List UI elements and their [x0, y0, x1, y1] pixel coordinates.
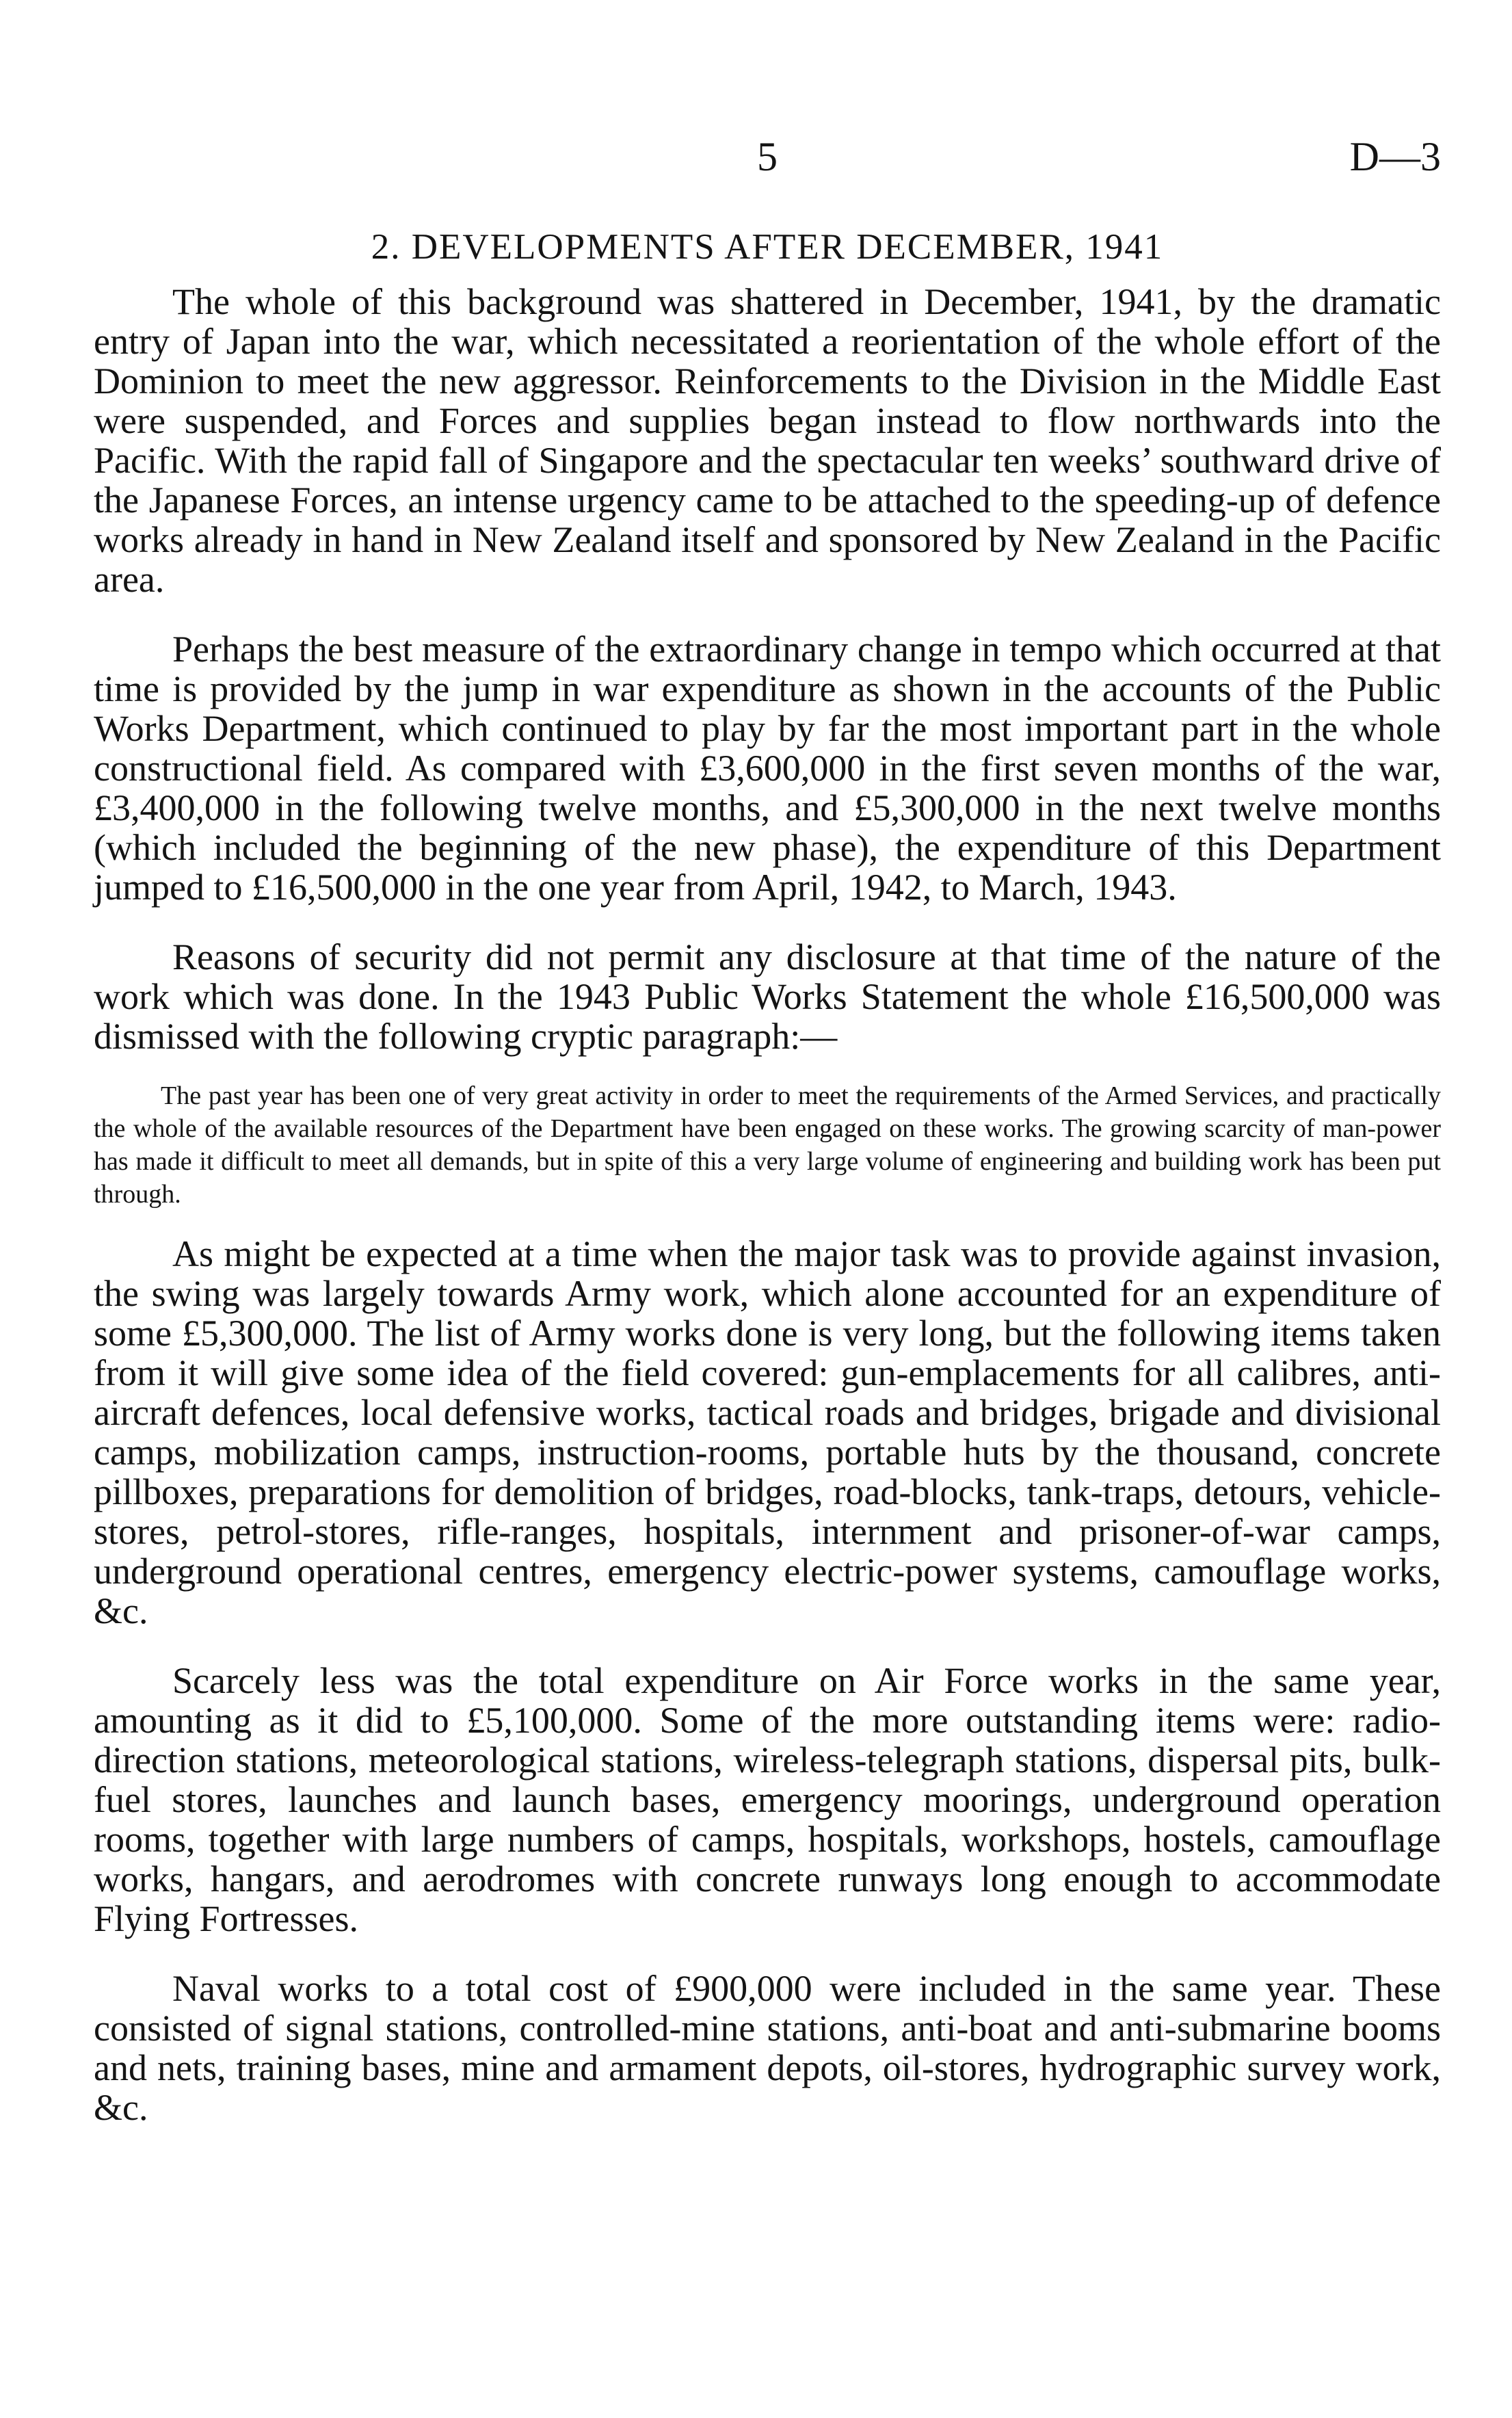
page-header — [94, 133, 1441, 195]
paragraph-naval-works: Naval works to a total cost of £900,000 were included in the same year. These consisted of signal stations, controlled-mine stations, anti-boat and anti-submarine booms and nets, training bases, mine and armament depots, oil-stores, hydrographic survey work, &c. — [94, 1968, 1441, 2129]
page-number: 5 — [757, 134, 778, 179]
paragraph-security: Reasons of security did not permit any disclosure at that time of the nature of the work which was done. In the 1943 Public Works Statement the whole £16,500,000 was dismissed with the following cryptic paragraph:— — [94, 936, 1441, 1057]
paragraph-expenditure-tempo: Perhaps the best measure of the extraordinary change in tempo which occurred at that time is provided by the jump in war expenditure as shown in the accounts of the Public Works Department, which continued to play by far the most important part in the whole constructional field. As compared with £3,600,000 in the first seven months of the war, £3,400,000 in the following twelve months, and £5,300,000 in the next twelve months (which included the beginning of the new phase), the expenditure of this Department jumped to £16,500,000 in the one year from April, 1942, to March, 1943. — [94, 629, 1441, 908]
document-reference: D—3 — [1349, 134, 1441, 179]
quoted-statement: The past year has been one of very great activity in order to meet the requirements of the Armed Services, and practically the whole of the available resources of the Department have been engaged on these works. The growing scarcity of man-power has made it difficult to meet all demands, but in spite of this a very large volume of engineering and building work has been put through. — [94, 1081, 1441, 1209]
paragraph-army-works: As might be expected at a time when the major task was to provide against invasion, the swing was largely towards Army work, which alone accounted for an expenditure of some £5,300,000. The list of Army works done is very long, but the following items taken from it will give some idea of the field covered: gun-emplacements for all calibres, anti-aircraft defences, local defensive works, tactical roads and bridges, brigade and divisional camps, mobilization camps, instruction-rooms, portable huts by the thousand, concrete pillboxes, preparations for demolition of bridges, road-blocks, tank-traps, detours, vehicle-stores, petrol-stores, rifle-ranges, hospitals, internment and prisoner-of-war camps, underground operational centres, emergency electric-power systems, camouflage works, &c. — [94, 1233, 1441, 1632]
section-title: 2. DEVELOPMENTS AFTER DECEMBER, 1941 — [371, 227, 1164, 267]
document-page — [94, 133, 1441, 2157]
paragraph-japan-entry: The whole of this background was shattered in December, 1941, by the dramatic entry of Japan into the war, which necessitated a reorientation of the whole effort of the Dominion to meet the new aggressor. Reinforcements to the Division in the Middle East were suspended, and Forces and supplies began instead to flow northwards into the Pacific. With the rapid fall of Singapore and the spectacular ten weeks’ southward drive of the Japanese Forces, an intense urgency came to be attached to the speeding-up of defence works already in hand in New Zealand itself and sponsored by New Zealand in the Pacific area. — [94, 281, 1441, 601]
paragraph-air-force-works: Scarcely less was the total expenditure on Air Force works in the same year, amounting as it did to £5,100,000. Some of the more outstanding items were: radio-direction stations, meteorological stations, wireless-telegraph stations, dispersal pits, bulk-fuel stores, launches and launch bases, emergency moorings, underground operation rooms, together with large numbers of camps, hospitals, workshops, hostels, camouflage works, hangars, and aerodromes with concrete runways long enough to accommodate Flying Fortresses. — [94, 1660, 1441, 1940]
